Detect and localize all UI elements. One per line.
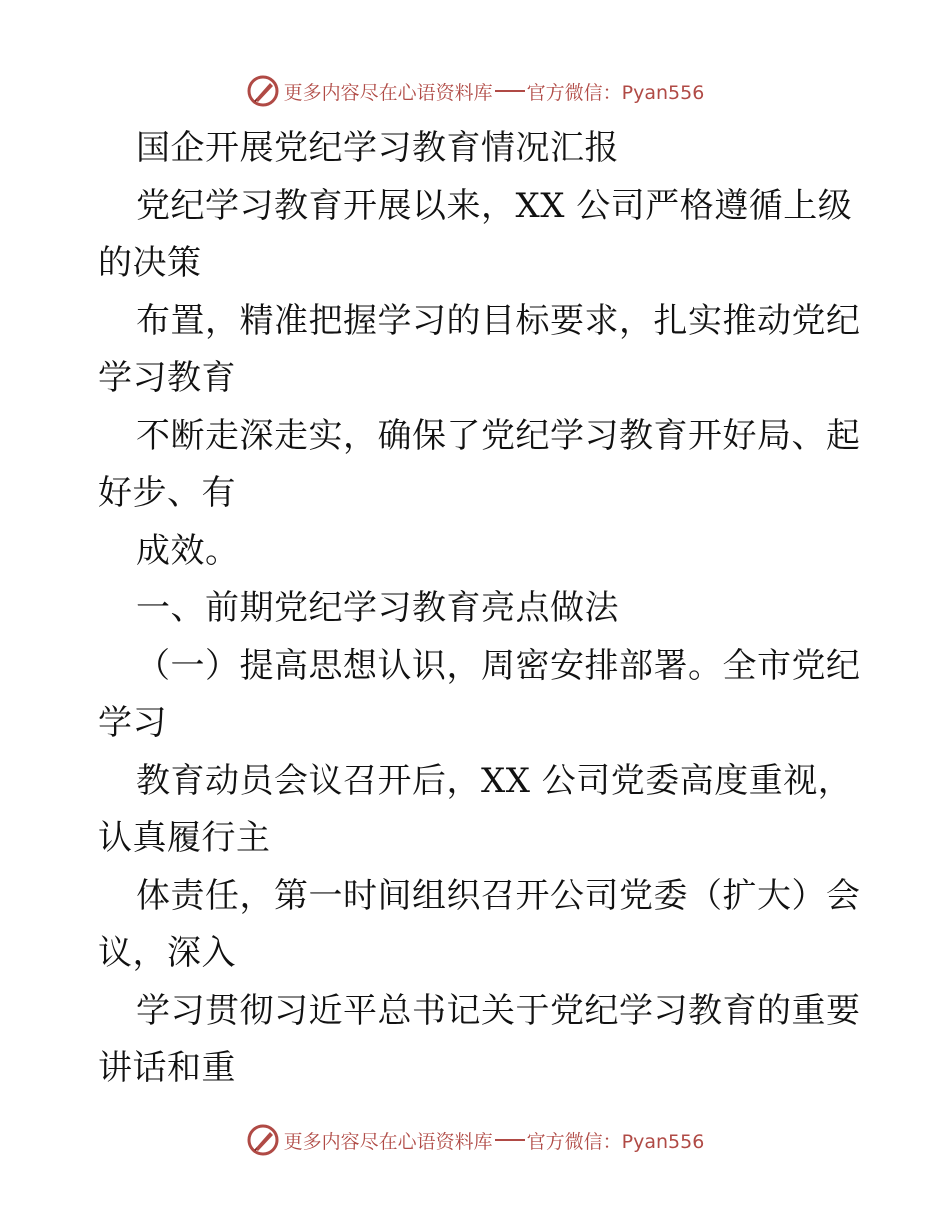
paragraph-line: 成效。 <box>136 530 240 571</box>
paragraph-line: 好步、有 <box>98 473 236 513</box>
paragraph-line: 议，深入 <box>98 933 236 973</box>
document-title: 国企开展党纪学习教育情况汇报 <box>136 128 619 168</box>
watermark-site-text: 更多内容尽在心语资料库 <box>283 1130 493 1153</box>
paragraph-line: 教育动员会议召开后，XX 公司党委高度重视， <box>136 760 853 801</box>
paragraph-line: 的决策 <box>98 243 202 283</box>
paragraph-line: 学习贯彻习近平总书记关于党纪学习教育的重要 <box>136 990 861 1031</box>
paragraph-line: 学习教育 <box>98 358 236 398</box>
watermark-site-text: 更多内容尽在心语资料库 <box>283 81 493 104</box>
paragraph-line: 认真履行主 <box>98 818 271 858</box>
paragraph-line: 学习 <box>98 703 167 743</box>
paragraph-line: 党纪学习教育开展以来，XX 公司严格遵循上级 <box>136 185 853 226</box>
paragraph-line: 布置，精准把握学习的目标要求，扎实推动党纪 <box>136 300 861 341</box>
watermark-separator <box>495 90 525 92</box>
watermark-footer <box>0 1120 950 1160</box>
section-heading: 一、前期党纪学习教育亮点做法 <box>136 588 619 628</box>
paragraph-line: 体责任，第一时间组织召开公司党委（扩大）会 <box>136 875 861 916</box>
paragraph-line: （一）提高思想认识，周密安排部署。全市党纪 <box>136 645 861 686</box>
watermark-wechat-text: 官方微信：Pyan556 <box>526 1130 705 1153</box>
paragraph-line: 讲话和重 <box>98 1048 236 1088</box>
pen-logo-icon <box>246 1123 280 1157</box>
pen-logo-icon <box>246 74 280 108</box>
watermark-separator <box>495 1139 525 1141</box>
paragraph-line: 不断走深走实，确保了党纪学习教育开好局、起 <box>136 415 861 456</box>
watermark-header <box>0 71 950 111</box>
document-body <box>98 120 888 1098</box>
watermark-wechat-text: 官方微信：Pyan556 <box>526 81 705 104</box>
